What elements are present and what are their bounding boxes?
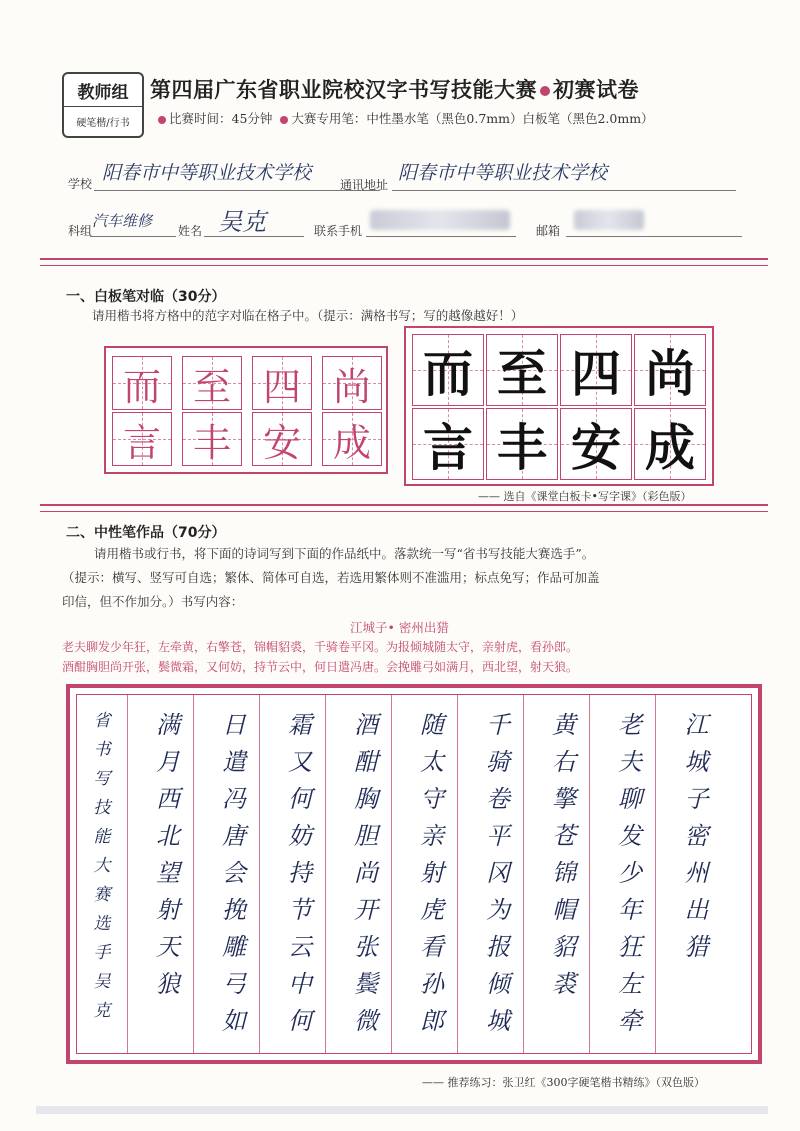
column-text: 千 骑 卷 平 冈 为 报 倾 城 — [486, 711, 510, 1035]
model-char: 尚 — [645, 345, 695, 403]
model-cell — [560, 408, 632, 480]
practice-cell[interactable] — [182, 412, 242, 466]
name-field[interactable] — [204, 206, 304, 237]
divider-top — [40, 258, 768, 266]
title-competition: 第四届广东省职业院校汉字书写技能大赛 — [150, 78, 537, 102]
calligraphy-column — [407, 695, 458, 1053]
column-text: 酒 酣 胸 胆 尚 开 张 鬓 微 — [354, 711, 378, 1035]
bullet-dot-icon — [280, 116, 288, 124]
work-paper-inner — [76, 694, 752, 1054]
section2-instruction-line1: 请用楷书或行书，将下面的诗词写到下面的作品纸中。落款统一写“省书写技能大赛选手”。 — [94, 546, 595, 561]
column-text: 霜 又 何 妨 持 节 云 中 何 — [288, 711, 312, 1035]
column-text: 老 夫 聊 发 少 年 狂 左 牵 — [618, 711, 642, 1035]
practice-cell[interactable] — [112, 412, 172, 466]
practice-char: 而 — [122, 364, 161, 409]
section1-heading: 一、白板笔对临（30分） — [66, 289, 226, 305]
name-label: 姓名 — [178, 224, 203, 238]
model-cell — [486, 408, 558, 480]
footer-bar — [36, 1106, 768, 1114]
model-char: 而 — [423, 345, 473, 403]
practice-char: 丰 — [192, 420, 231, 465]
column-text: 黄 右 擎 苍 锦 帽 貂 裘 — [552, 711, 576, 998]
calligraphy-column — [209, 695, 260, 1053]
model-char: 至 — [497, 345, 547, 403]
email-field[interactable] — [566, 206, 742, 237]
practice-char: 四 — [262, 364, 301, 409]
model-cell — [634, 334, 706, 406]
address-field[interactable] — [392, 160, 736, 191]
model-char: 安 — [571, 419, 621, 477]
address-value: 阳春市中等职业技术学校 — [398, 162, 608, 184]
school-field[interactable] — [94, 160, 380, 191]
title-dot-icon — [540, 86, 550, 96]
phone-field[interactable] — [366, 206, 516, 237]
practice-cell[interactable] — [252, 356, 312, 410]
address-label: 通讯地址 — [340, 178, 389, 192]
calligraphy-column-title — [671, 695, 722, 1053]
poem-title: 江城子• 密州出猎 — [350, 620, 449, 635]
divider-middle — [40, 504, 768, 512]
model-char: 言 — [423, 419, 473, 477]
practice-cell[interactable] — [322, 356, 382, 410]
practice-char: 尚 — [332, 364, 371, 409]
title-paper-type: 初赛试卷 — [553, 78, 639, 102]
calligraphy-column — [473, 695, 524, 1053]
practice-grid — [104, 346, 388, 474]
email-redacted — [574, 210, 644, 230]
exam-info — [158, 109, 654, 127]
model-cell — [486, 334, 558, 406]
phone-label: 联系手机 — [314, 224, 363, 238]
calligraphy-column — [143, 695, 194, 1053]
column-text: 省 书 写 技 能 大 赛 选 手 吴 克 — [93, 711, 111, 1021]
practice-char: 至 — [192, 364, 231, 409]
poem-line2: 酒酣胸胆尚开张，鬓微霜，又何妨，持节云中，何日遣冯唐。会挽雕弓如满月，西北望，射天狼。 — [62, 660, 579, 674]
email-label: 邮箱 — [536, 224, 561, 238]
section1-source: —— 选自《课堂白板卡•写字课》（彩色版） — [478, 490, 692, 503]
section2-source: —— 推荐练习：张卫红《300字硬笔楷书精练》（双色版） — [422, 1076, 705, 1089]
badge-script-type: 硬笔楷/行书 — [76, 117, 130, 129]
school-label: 学校 — [68, 177, 93, 191]
section2-instruction-line3: 印信，但不作加分。）书写内容： — [62, 594, 244, 609]
badge-group-name: 教师组 — [64, 74, 142, 107]
model-char: 丰 — [497, 419, 547, 477]
phone-redacted — [370, 210, 510, 230]
calligraphy-column — [539, 695, 590, 1053]
practice-char: 安 — [262, 420, 301, 465]
section2-heading: 二、中性笔作品（70分） — [66, 525, 226, 541]
exam-pens: 大赛专用笔：中性墨水笔（黑色0.7mm）白板笔（黑色2.0mm） — [291, 111, 654, 126]
school-value: 阳春市中等职业技术学校 — [102, 162, 312, 184]
section2-instruction-line2: （提示：横写、竖写可自选；繁体、简体可自选，若选用繁体则不准滥用；标点免写；作品可加盖 — [62, 570, 600, 585]
calligraphy-column-signature — [77, 695, 128, 1053]
practice-char: 成 — [332, 420, 371, 465]
section1-instruction: 请用楷书将方格中的范字对临在格子中。（提示：满格书写；写的越像越好！） — [92, 308, 524, 323]
practice-cell[interactable] — [252, 412, 312, 466]
calligraphy-column — [275, 695, 326, 1053]
group-badge — [62, 72, 144, 138]
work-paper[interactable] — [66, 684, 762, 1064]
column-text: 满 月 西 北 望 射 天 狼 — [156, 711, 180, 998]
model-char: 四 — [571, 345, 621, 403]
practice-char: 言 — [122, 420, 161, 465]
model-char: 成 — [645, 419, 695, 477]
practice-cell[interactable] — [112, 356, 172, 410]
page-title — [150, 74, 639, 104]
exam-time: 比赛时间：45分钟 — [169, 111, 273, 126]
model-grid — [404, 326, 714, 486]
practice-cell[interactable] — [182, 356, 242, 410]
calligraphy-column — [605, 695, 656, 1053]
model-cell — [412, 408, 484, 480]
model-cell — [412, 334, 484, 406]
bullet-dot-icon — [158, 116, 166, 124]
model-cell — [634, 408, 706, 480]
subject-label: 科组 — [68, 224, 93, 238]
column-text: 日 遣 冯 唐 会 挽 雕 弓 如 — [222, 711, 246, 1035]
subject-value: 汽车维修 — [92, 212, 153, 230]
column-text: 随 太 守 亲 射 虎 看 孙 郎 — [420, 711, 444, 1035]
name-value: 吴克 — [218, 208, 266, 236]
poem-line1: 老夫聊发少年狂，左牵黄，右擎苍，锦帽貂裘，千骑卷平冈。为报倾城随太守，亲射虎，看孙郎。 — [62, 640, 579, 654]
practice-cell[interactable] — [322, 412, 382, 466]
column-text: 江 城 子 密 州 出 猎 — [684, 711, 709, 961]
model-cell — [560, 334, 632, 406]
subject-field[interactable] — [90, 206, 176, 237]
calligraphy-column — [341, 695, 392, 1053]
